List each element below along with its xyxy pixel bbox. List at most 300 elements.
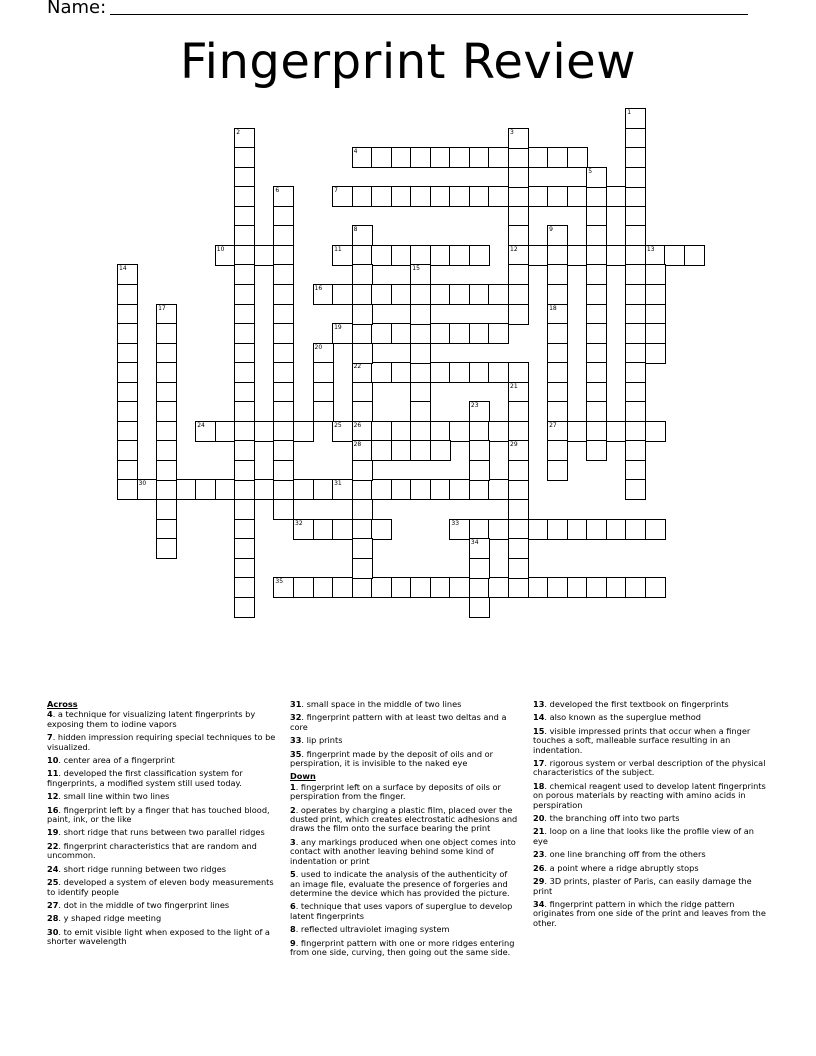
grid-cell[interactable] (547, 147, 568, 168)
grid-cell[interactable] (547, 245, 568, 266)
grid-cell[interactable] (410, 577, 431, 598)
grid-cell[interactable] (586, 284, 607, 305)
grid-cell[interactable] (547, 460, 568, 481)
grid-cell[interactable] (352, 577, 373, 598)
grid-cell[interactable] (273, 245, 294, 266)
grid-cell[interactable] (625, 323, 646, 344)
grid-cell[interactable] (352, 147, 373, 168)
grid-cell[interactable] (625, 401, 646, 422)
grid-cell[interactable] (625, 167, 646, 188)
grid-cell[interactable] (371, 323, 392, 344)
grid-cell[interactable] (606, 421, 627, 442)
grid-cell[interactable] (410, 186, 431, 207)
grid-cell[interactable] (156, 519, 177, 540)
grid-cell[interactable] (508, 401, 529, 422)
grid-cell[interactable] (508, 206, 529, 227)
grid-cell[interactable] (273, 401, 294, 422)
grid-cell[interactable] (234, 499, 255, 520)
grid-cell[interactable] (508, 577, 529, 598)
grid-cell[interactable] (547, 440, 568, 461)
grid-cell[interactable] (234, 460, 255, 481)
grid-cell[interactable] (469, 186, 490, 207)
grid-cell[interactable] (273, 499, 294, 520)
grid-cell[interactable] (625, 245, 646, 266)
grid-cell[interactable] (352, 323, 373, 344)
grid-cell[interactable] (508, 362, 529, 383)
grid-cell[interactable] (645, 304, 666, 325)
grid-cell[interactable] (430, 577, 451, 598)
grid-cell[interactable] (352, 284, 373, 305)
grid-cell[interactable] (547, 401, 568, 422)
grid-cell[interactable] (215, 479, 236, 500)
grid-cell[interactable] (117, 440, 138, 461)
grid-cell[interactable] (273, 577, 294, 598)
grid-cell[interactable] (547, 284, 568, 305)
grid-cell[interactable] (547, 186, 568, 207)
grid-cell[interactable] (625, 382, 646, 403)
grid-cell[interactable] (352, 245, 373, 266)
grid-cell[interactable] (430, 245, 451, 266)
grid-cell[interactable] (410, 323, 431, 344)
grid-cell[interactable] (234, 519, 255, 540)
grid-cell[interactable] (391, 479, 412, 500)
grid-cell[interactable] (586, 362, 607, 383)
grid-cell[interactable] (586, 577, 607, 598)
grid-cell[interactable] (332, 323, 353, 344)
grid-cell[interactable] (234, 225, 255, 246)
grid-cell[interactable] (156, 499, 177, 520)
grid-cell[interactable] (469, 558, 490, 579)
grid-cell[interactable] (117, 323, 138, 344)
grid-cell[interactable] (625, 362, 646, 383)
grid-cell[interactable] (586, 382, 607, 403)
grid-cell[interactable] (156, 323, 177, 344)
grid-cell[interactable] (449, 421, 470, 442)
grid-cell[interactable] (684, 245, 705, 266)
grid-cell[interactable] (352, 382, 373, 403)
grid-cell[interactable] (117, 264, 138, 285)
grid-cell[interactable] (273, 362, 294, 383)
grid-cell[interactable] (488, 519, 509, 540)
grid-cell[interactable] (313, 401, 334, 422)
grid-cell[interactable] (528, 147, 549, 168)
grid-cell[interactable] (508, 245, 529, 266)
grid-cell[interactable] (469, 362, 490, 383)
grid-cell[interactable] (410, 284, 431, 305)
grid-cell[interactable] (293, 479, 314, 500)
grid-cell[interactable] (528, 519, 549, 540)
grid-cell[interactable] (234, 558, 255, 579)
grid-cell[interactable] (469, 147, 490, 168)
grid-cell[interactable] (391, 440, 412, 461)
grid-cell[interactable] (547, 323, 568, 344)
grid-cell[interactable] (488, 577, 509, 598)
grid-cell[interactable] (332, 577, 353, 598)
grid-cell[interactable] (410, 382, 431, 403)
grid-cell[interactable] (606, 245, 627, 266)
grid-cell[interactable] (567, 245, 588, 266)
grid-cell[interactable] (508, 440, 529, 461)
grid-cell[interactable] (273, 304, 294, 325)
grid-cell[interactable] (586, 186, 607, 207)
grid-cell[interactable] (410, 245, 431, 266)
grid-cell[interactable] (469, 597, 490, 618)
grid-cell[interactable] (508, 421, 529, 442)
grid-cell[interactable] (273, 186, 294, 207)
grid-cell[interactable] (508, 167, 529, 188)
grid-cell[interactable] (234, 284, 255, 305)
grid-cell[interactable] (508, 264, 529, 285)
grid-cell[interactable] (195, 421, 216, 442)
grid-cell[interactable] (488, 284, 509, 305)
grid-cell[interactable] (234, 362, 255, 383)
grid-cell[interactable] (508, 225, 529, 246)
grid-cell[interactable] (625, 284, 646, 305)
grid-cell[interactable] (469, 479, 490, 500)
grid-cell[interactable] (313, 479, 334, 500)
grid-cell[interactable] (547, 577, 568, 598)
grid-cell[interactable] (430, 362, 451, 383)
grid-cell[interactable] (449, 245, 470, 266)
grid-cell[interactable] (586, 343, 607, 364)
grid-cell[interactable] (234, 538, 255, 559)
grid-cell[interactable] (508, 147, 529, 168)
grid-cell[interactable] (371, 479, 392, 500)
grid-cell[interactable] (586, 167, 607, 188)
grid-cell[interactable] (625, 440, 646, 461)
grid-cell[interactable] (352, 362, 373, 383)
grid-cell[interactable] (352, 186, 373, 207)
grid-cell[interactable] (488, 421, 509, 442)
grid-cell[interactable] (332, 421, 353, 442)
grid-cell[interactable] (625, 577, 646, 598)
grid-cell[interactable] (156, 538, 177, 559)
grid-cell[interactable] (567, 421, 588, 442)
grid-cell[interactable] (645, 519, 666, 540)
grid-cell[interactable] (547, 343, 568, 364)
grid-cell[interactable] (410, 343, 431, 364)
grid-cell[interactable] (645, 421, 666, 442)
grid-cell[interactable] (430, 421, 451, 442)
grid-cell[interactable] (234, 597, 255, 618)
grid-cell[interactable] (410, 264, 431, 285)
grid-cell[interactable] (234, 245, 255, 266)
grid-cell[interactable] (625, 186, 646, 207)
grid-cell[interactable] (410, 401, 431, 422)
grid-cell[interactable] (352, 225, 373, 246)
grid-cell[interactable] (352, 421, 373, 442)
grid-cell[interactable] (234, 128, 255, 149)
grid-cell[interactable] (469, 519, 490, 540)
grid-cell[interactable] (547, 362, 568, 383)
grid-cell[interactable] (371, 440, 392, 461)
grid-cell[interactable] (508, 128, 529, 149)
grid-cell[interactable] (508, 382, 529, 403)
grid-cell[interactable] (508, 519, 529, 540)
grid-cell[interactable] (352, 538, 373, 559)
grid-cell[interactable] (293, 519, 314, 540)
grid-cell[interactable] (234, 440, 255, 461)
grid-cell[interactable] (391, 147, 412, 168)
grid-cell[interactable] (313, 577, 334, 598)
grid-cell[interactable] (117, 382, 138, 403)
grid-cell[interactable] (508, 499, 529, 520)
grid-cell[interactable] (410, 440, 431, 461)
grid-cell[interactable] (508, 479, 529, 500)
grid-cell[interactable] (508, 304, 529, 325)
grid-cell[interactable] (430, 479, 451, 500)
grid-cell[interactable] (586, 264, 607, 285)
grid-cell[interactable] (469, 284, 490, 305)
grid-cell[interactable] (234, 343, 255, 364)
grid-cell[interactable] (430, 440, 451, 461)
grid-cell[interactable] (234, 264, 255, 285)
grid-cell[interactable] (449, 362, 470, 383)
grid-cell[interactable] (254, 245, 275, 266)
grid-cell[interactable] (410, 304, 431, 325)
grid-cell[interactable] (391, 284, 412, 305)
grid-cell[interactable] (547, 519, 568, 540)
grid-cell[interactable] (528, 245, 549, 266)
grid-cell[interactable] (430, 323, 451, 344)
grid-cell[interactable] (586, 245, 607, 266)
grid-cell[interactable] (273, 225, 294, 246)
grid-cell[interactable] (625, 460, 646, 481)
grid-cell[interactable] (625, 519, 646, 540)
grid-cell[interactable] (313, 382, 334, 403)
grid-cell[interactable] (234, 479, 255, 500)
grid-cell[interactable] (645, 284, 666, 305)
grid-cell[interactable] (371, 519, 392, 540)
grid-cell[interactable] (195, 479, 216, 500)
grid-cell[interactable] (273, 382, 294, 403)
grid-cell[interactable] (234, 304, 255, 325)
grid-cell[interactable] (645, 323, 666, 344)
grid-cell[interactable] (586, 440, 607, 461)
grid-cell[interactable] (449, 186, 470, 207)
grid-cell[interactable] (273, 421, 294, 442)
grid-cell[interactable] (293, 421, 314, 442)
grid-cell[interactable] (332, 479, 353, 500)
grid-cell[interactable] (567, 577, 588, 598)
grid-cell[interactable] (469, 401, 490, 422)
grid-cell[interactable] (215, 421, 236, 442)
grid-cell[interactable] (488, 147, 509, 168)
grid-cell[interactable] (508, 460, 529, 481)
grid-cell[interactable] (371, 245, 392, 266)
grid-cell[interactable] (586, 304, 607, 325)
grid-cell[interactable] (234, 323, 255, 344)
grid-cell[interactable] (528, 186, 549, 207)
grid-cell[interactable] (156, 343, 177, 364)
grid-cell[interactable] (352, 304, 373, 325)
grid-cell[interactable] (234, 421, 255, 442)
grid-cell[interactable] (645, 245, 666, 266)
grid-cell[interactable] (391, 323, 412, 344)
grid-cell[interactable] (586, 225, 607, 246)
grid-cell[interactable] (273, 206, 294, 227)
grid-cell[interactable] (156, 440, 177, 461)
grid-cell[interactable] (469, 538, 490, 559)
grid-cell[interactable] (371, 147, 392, 168)
grid-cell[interactable] (156, 304, 177, 325)
grid-cell[interactable] (488, 323, 509, 344)
grid-cell[interactable] (586, 206, 607, 227)
grid-cell[interactable] (273, 323, 294, 344)
grid-cell[interactable] (371, 284, 392, 305)
grid-cell[interactable] (625, 479, 646, 500)
grid-cell[interactable] (332, 284, 353, 305)
grid-cell[interactable] (625, 206, 646, 227)
grid-cell[interactable] (430, 147, 451, 168)
grid-cell[interactable] (117, 479, 138, 500)
grid-cell[interactable] (449, 147, 470, 168)
grid-cell[interactable] (313, 284, 334, 305)
grid-cell[interactable] (625, 147, 646, 168)
grid-cell[interactable] (449, 577, 470, 598)
grid-cell[interactable] (391, 577, 412, 598)
grid-cell[interactable] (410, 479, 431, 500)
grid-cell[interactable] (449, 519, 470, 540)
grid-cell[interactable] (391, 362, 412, 383)
grid-cell[interactable] (645, 343, 666, 364)
grid-cell[interactable] (625, 421, 646, 442)
grid-cell[interactable] (137, 479, 158, 500)
grid-cell[interactable] (391, 245, 412, 266)
grid-cell[interactable] (254, 421, 275, 442)
grid-cell[interactable] (273, 440, 294, 461)
grid-cell[interactable] (254, 479, 275, 500)
grid-cell[interactable] (176, 479, 197, 500)
grid-cell[interactable] (352, 479, 373, 500)
grid-cell[interactable] (625, 343, 646, 364)
grid-cell[interactable] (117, 304, 138, 325)
grid-cell[interactable] (117, 421, 138, 442)
grid-cell[interactable] (273, 460, 294, 481)
grid-cell[interactable] (352, 343, 373, 364)
grid-cell[interactable] (469, 440, 490, 461)
grid-cell[interactable] (508, 538, 529, 559)
grid-cell[interactable] (606, 519, 627, 540)
grid-cell[interactable] (293, 577, 314, 598)
grid-cell[interactable] (664, 245, 685, 266)
grid-cell[interactable] (547, 304, 568, 325)
grid-cell[interactable] (117, 362, 138, 383)
grid-cell[interactable] (371, 421, 392, 442)
grid-cell[interactable] (547, 264, 568, 285)
grid-cell[interactable] (410, 362, 431, 383)
grid-cell[interactable] (332, 519, 353, 540)
grid-cell[interactable] (645, 264, 666, 285)
grid-cell[interactable] (449, 284, 470, 305)
grid-cell[interactable] (117, 343, 138, 364)
grid-cell[interactable] (352, 264, 373, 285)
grid-cell[interactable] (352, 460, 373, 481)
grid-cell[interactable] (273, 284, 294, 305)
grid-cell[interactable] (332, 186, 353, 207)
grid-cell[interactable] (313, 343, 334, 364)
grid-cell[interactable] (352, 558, 373, 579)
grid-cell[interactable] (488, 186, 509, 207)
grid-cell[interactable] (469, 460, 490, 481)
grid-cell[interactable] (332, 245, 353, 266)
grid-cell[interactable] (352, 440, 373, 461)
grid-cell[interactable] (586, 401, 607, 422)
grid-cell[interactable] (625, 108, 646, 129)
grid-cell[interactable] (410, 147, 431, 168)
grid-cell[interactable] (273, 479, 294, 500)
grid-cell[interactable] (234, 401, 255, 422)
grid-cell[interactable] (586, 421, 607, 442)
grid-cell[interactable] (528, 577, 549, 598)
grid-cell[interactable] (391, 421, 412, 442)
grid-cell[interactable] (606, 186, 627, 207)
grid-cell[interactable] (371, 186, 392, 207)
grid-cell[interactable] (234, 167, 255, 188)
grid-cell[interactable] (215, 245, 236, 266)
grid-cell[interactable] (117, 401, 138, 422)
grid-cell[interactable] (625, 264, 646, 285)
grid-cell[interactable] (508, 284, 529, 305)
grid-cell[interactable] (391, 186, 412, 207)
grid-cell[interactable] (156, 382, 177, 403)
grid-cell[interactable] (117, 460, 138, 481)
grid-cell[interactable] (488, 479, 509, 500)
grid-cell[interactable] (469, 323, 490, 344)
grid-cell[interactable] (352, 499, 373, 520)
grid-cell[interactable] (273, 264, 294, 285)
grid-cell[interactable] (371, 362, 392, 383)
grid-cell[interactable] (508, 186, 529, 207)
grid-cell[interactable] (567, 519, 588, 540)
grid-cell[interactable] (156, 401, 177, 422)
grid-cell[interactable] (606, 577, 627, 598)
grid-cell[interactable] (371, 577, 392, 598)
grid-cell[interactable] (234, 147, 255, 168)
grid-cell[interactable] (547, 382, 568, 403)
grid-cell[interactable] (625, 128, 646, 149)
grid-cell[interactable] (469, 245, 490, 266)
grid-cell[interactable] (234, 186, 255, 207)
grid-cell[interactable] (410, 421, 431, 442)
grid-cell[interactable] (449, 479, 470, 500)
grid-cell[interactable] (156, 460, 177, 481)
grid-cell[interactable] (234, 206, 255, 227)
grid-cell[interactable] (586, 323, 607, 344)
grid-cell[interactable] (469, 421, 490, 442)
grid-cell[interactable] (547, 421, 568, 442)
grid-cell[interactable] (567, 147, 588, 168)
grid-cell[interactable] (234, 577, 255, 598)
grid-cell[interactable] (586, 519, 607, 540)
grid-cell[interactable] (469, 577, 490, 598)
grid-cell[interactable] (430, 284, 451, 305)
grid-cell[interactable] (508, 558, 529, 579)
grid-cell[interactable] (547, 225, 568, 246)
grid-cell[interactable] (449, 323, 470, 344)
grid-cell[interactable] (352, 519, 373, 540)
grid-cell[interactable] (313, 519, 334, 540)
grid-cell[interactable] (645, 577, 666, 598)
grid-cell[interactable] (117, 284, 138, 305)
grid-cell[interactable] (156, 362, 177, 383)
grid-cell[interactable] (273, 343, 294, 364)
grid-cell[interactable] (313, 362, 334, 383)
grid-cell[interactable] (625, 304, 646, 325)
grid-cell[interactable] (488, 362, 509, 383)
grid-cell[interactable] (567, 186, 588, 207)
grid-cell[interactable] (352, 401, 373, 422)
